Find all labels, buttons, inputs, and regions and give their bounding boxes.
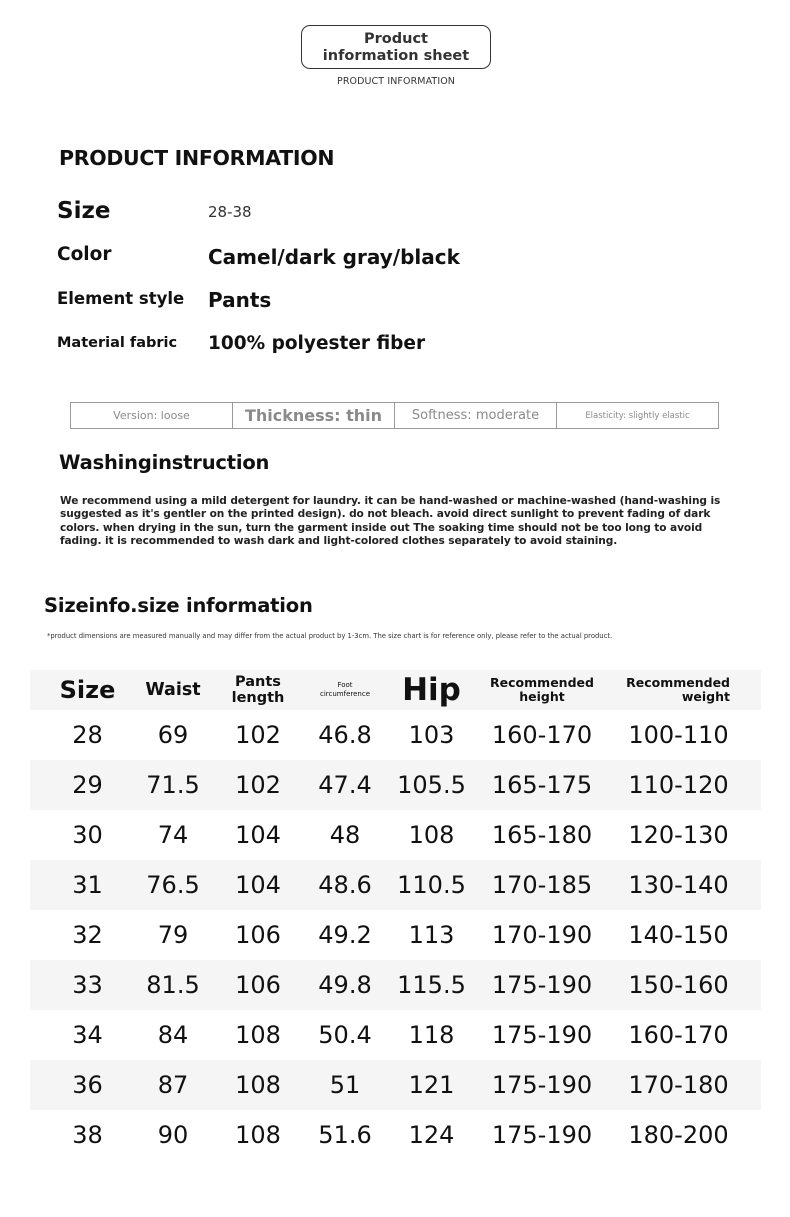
cell-size: 31 — [30, 860, 145, 910]
cell-foot-circumference: 47.4 — [315, 760, 375, 810]
table-row — [30, 710, 761, 760]
info-value: 28-38 — [208, 203, 252, 221]
table-row — [30, 910, 761, 960]
cell-waist: 84 — [157, 1021, 189, 1049]
cell-recommended-weight: 130-140 — [596, 860, 761, 910]
size-info-note: *product dimensions are measured manually and may differ from the actual product by 1-3cm. The size chart is for reference only, please refer to the actual product. — [47, 632, 613, 640]
cell-foot-circumference: 49.8 — [315, 960, 375, 1010]
cell-recommended-weight: 150-160 — [596, 960, 761, 1010]
col-header-waist: Waist — [145, 670, 201, 710]
cell-recommended-height: 165-175 — [488, 760, 596, 810]
table-row — [30, 960, 761, 1010]
cell-foot-circumference: 51.6 — [318, 1121, 372, 1149]
cell-recommended-weight: 110-120 — [596, 760, 761, 810]
badge-subtitle: PRODUCT INFORMATION — [336, 76, 456, 87]
cell-recommended-weight: 170-180 — [596, 1060, 761, 1110]
cell-recommended-weight: 100-110 — [628, 721, 729, 749]
cell-recommended-height: 165-180 — [491, 821, 593, 849]
cell-waist: 71.5 — [145, 760, 201, 810]
cell-hip: 113 — [408, 921, 455, 949]
attr-version: Version: loose — [71, 403, 233, 428]
cell-size: 32 — [72, 921, 103, 949]
cell-foot-circumference: 50.4 — [318, 1021, 372, 1049]
cell-pants-length: 108 — [235, 1021, 281, 1049]
col-header-hip: Hip — [375, 670, 488, 710]
col-header-pants-length: Pants length — [201, 670, 315, 710]
cell-pants-length: 106 — [235, 921, 281, 949]
cell-size: 28 — [72, 721, 103, 749]
info-label: Size — [57, 198, 111, 224]
cell-waist: 87 — [145, 1060, 201, 1110]
table-row — [30, 760, 761, 810]
cell-waist: 74 — [157, 821, 189, 849]
table-row — [30, 860, 761, 910]
product-info-badge — [301, 25, 491, 69]
cell-recommended-weight: 180-200 — [628, 1121, 729, 1149]
col-header-foot-circumference: Foot circumference — [315, 670, 375, 710]
cell-foot-circumference: 48.6 — [315, 860, 375, 910]
cell-hip: 121 — [375, 1060, 488, 1110]
badge-line-2: information sheet — [322, 48, 470, 64]
attr-elasticity: Elasticity: slightly elastic — [585, 410, 690, 421]
cell-hip: 115.5 — [375, 960, 488, 1010]
cell-size: 34 — [72, 1021, 103, 1049]
cell-recommended-height: 175-190 — [491, 1121, 593, 1149]
cell-recommended-weight: 140-150 — [628, 921, 729, 949]
size-table — [30, 670, 761, 1160]
cell-recommended-height: 160-170 — [491, 721, 593, 749]
cell-waist: 76.5 — [145, 860, 201, 910]
washing-text: We recommend using a mild detergent for laundry. it can be hand-washed or machine-washed (hand-washing is suggested as it's gentler on the printed design). do not bleach. avoid direct sunlight to prevent fading of dark colors. when drying in the sun, turn the garment inside out The soaking time should not be too long to avoid fading. it is recommended to wash dark and light-colored clothes separately to avoid staining. — [60, 495, 721, 547]
cell-foot-circumference: 46.8 — [318, 721, 372, 749]
cell-pants-length: 102 — [235, 721, 281, 749]
cell-size: 33 — [30, 960, 145, 1010]
cell-hip: 103 — [408, 721, 455, 749]
cell-foot-circumference: 48 — [329, 821, 361, 849]
cell-waist: 90 — [157, 1121, 189, 1149]
cell-waist: 69 — [157, 721, 189, 749]
cell-hip: 108 — [408, 821, 455, 849]
cell-waist: 79 — [157, 921, 189, 949]
info-label: Material fabric — [57, 335, 178, 351]
cell-size: 30 — [72, 821, 103, 849]
cell-size: 29 — [30, 760, 145, 810]
cell-size: 38 — [72, 1121, 103, 1149]
cell-pants-length: 104 — [235, 821, 281, 849]
attribute-strip — [70, 402, 719, 429]
attr-softness: Softness: moderate — [395, 403, 557, 428]
col-header-recommended-weight: Recommended weight — [596, 670, 761, 710]
cell-recommended-height: 175-190 — [488, 960, 596, 1010]
cell-foot-circumference: 51 — [315, 1060, 375, 1110]
cell-pants-length: 106 — [201, 960, 315, 1010]
cell-waist: 81.5 — [145, 960, 201, 1010]
cell-hip: 124 — [408, 1121, 455, 1149]
attr-thickness: Thickness: thin — [233, 403, 395, 428]
info-value: Camel/dark gray/black — [208, 245, 460, 269]
table-header-row — [30, 670, 761, 710]
info-label: Element style — [57, 289, 185, 308]
cell-pants-length: 108 — [201, 1060, 315, 1110]
table-row — [30, 1110, 761, 1160]
cell-hip: 110.5 — [375, 860, 488, 910]
cell-recommended-height: 170-190 — [491, 921, 593, 949]
cell-foot-circumference: 49.2 — [318, 921, 372, 949]
cell-hip: 118 — [408, 1021, 455, 1049]
cell-pants-length: 102 — [201, 760, 315, 810]
washing-title: Washinginstruction — [59, 451, 270, 474]
cell-pants-length: 104 — [201, 860, 315, 910]
table-row — [30, 1060, 761, 1110]
cell-size: 36 — [30, 1060, 145, 1110]
cell-hip: 105.5 — [375, 760, 488, 810]
cell-recommended-height: 170-185 — [488, 860, 596, 910]
col-header-size: Size — [30, 670, 145, 710]
cell-pants-length: 108 — [235, 1121, 281, 1149]
table-row — [30, 1010, 761, 1060]
info-value: Pants — [208, 288, 272, 312]
info-label: Color — [57, 244, 112, 265]
col-header-recommended-height: Recommended height — [488, 670, 596, 710]
cell-recommended-height: 175-190 — [488, 1060, 596, 1110]
cell-recommended-height: 175-190 — [491, 1021, 593, 1049]
badge-line-1: Product — [364, 31, 428, 47]
info-value: 100% polyester fiber — [208, 333, 426, 354]
table-row — [30, 810, 761, 860]
cell-recommended-weight: 120-130 — [628, 821, 729, 849]
cell-recommended-weight: 160-170 — [628, 1021, 729, 1049]
size-info-title: Sizeinfo.size information — [44, 594, 313, 617]
product-info-title: PRODUCT INFORMATION — [59, 146, 335, 170]
